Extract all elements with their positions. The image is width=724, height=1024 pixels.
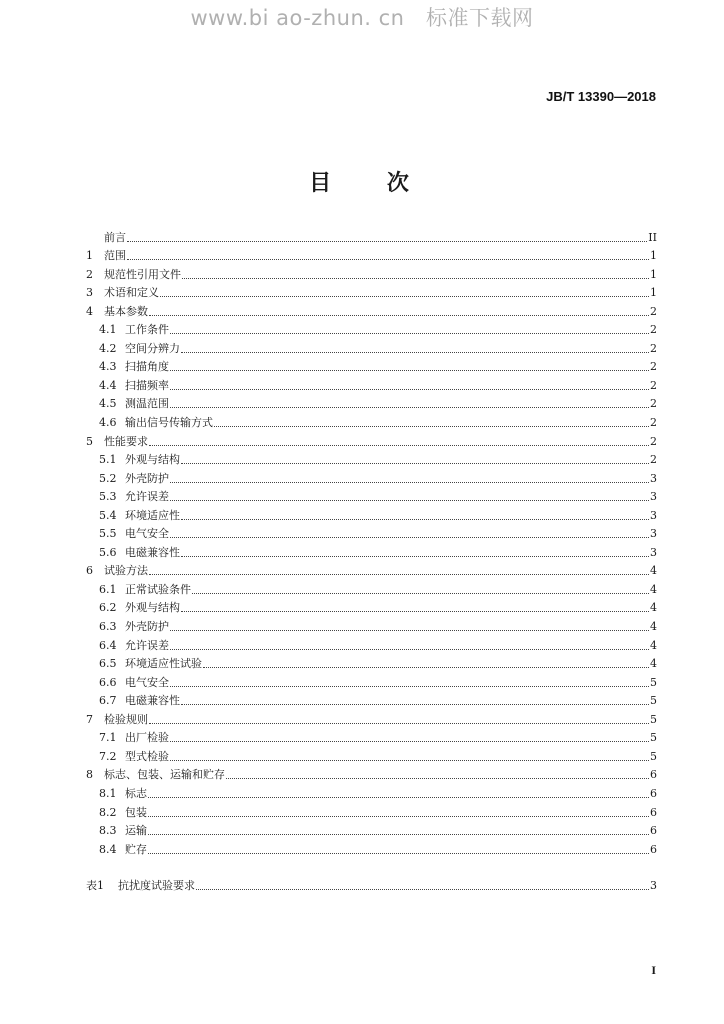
- toc-entry-page: 1: [650, 267, 657, 281]
- toc-entry[interactable]: [86, 597, 657, 616]
- toc-entry-label: 前言: [104, 230, 126, 244]
- toc-entry-number: 7.1: [99, 731, 117, 745]
- toc-entry-number: 6.1: [99, 582, 117, 596]
- toc-entry-number: 5.3: [99, 490, 117, 504]
- toc-entry-number: 4.2: [99, 341, 117, 355]
- toc-entry-page: 4: [650, 657, 657, 671]
- toc-entry-number: 7: [86, 712, 93, 726]
- toc-entry-page: 2: [650, 434, 657, 448]
- toc-entry-page: 2: [650, 416, 657, 430]
- toc-entry-page: 5: [650, 694, 657, 708]
- toc-entry[interactable]: [86, 690, 657, 709]
- toc-entry-label: 外壳防护: [125, 620, 169, 634]
- page-number: I: [651, 963, 656, 977]
- toc-entry-page: 5: [650, 675, 657, 689]
- toc-entry-page: 5: [650, 749, 657, 763]
- toc-entry-number: 4.6: [99, 416, 117, 430]
- toc-entry-label: 性能要求: [104, 434, 148, 448]
- toc-entry-number: 4.1: [99, 323, 117, 337]
- toc-entry-number: 6.5: [99, 657, 117, 671]
- toc-entry-page: 4: [650, 620, 657, 634]
- toc-entry-number: 8.1: [99, 786, 117, 800]
- toc-entry-label: 包装: [125, 805, 147, 819]
- toc-entry-number: 6.2: [99, 601, 117, 615]
- toc-entry-page: 4: [650, 601, 657, 615]
- toc-entry-number: 8.3: [99, 824, 117, 838]
- toc-leader-dots: [170, 731, 649, 742]
- toc-entry[interactable]: [86, 782, 657, 801]
- toc-entry[interactable]: [86, 578, 657, 597]
- toc-entry-label: 扫描频率: [125, 378, 169, 392]
- toc-entry-label: 环境适应性: [125, 508, 180, 522]
- toc-leader-dots: [170, 639, 649, 650]
- toc-entry[interactable]: [86, 504, 657, 523]
- toc-entry-number: 8: [86, 768, 93, 782]
- toc-leader-dots: [127, 249, 649, 260]
- toc-entry-number: 4: [86, 304, 93, 318]
- toc-entry[interactable]: [86, 393, 657, 412]
- toc-entry-label: 允许误差: [125, 490, 169, 504]
- toc-entry-page: 6: [650, 768, 657, 782]
- toc-entry-label: 工作条件: [125, 323, 169, 337]
- toc-entry-number: 5.1: [99, 453, 117, 467]
- toc-entry-page: 6: [650, 786, 657, 800]
- toc-entry[interactable]: [86, 801, 657, 820]
- toc-entry[interactable]: [86, 263, 657, 282]
- toc-leader-dots: [181, 601, 649, 612]
- toc-entry-label: 出厂检验: [125, 731, 169, 745]
- toc-leader-dots: [170, 676, 649, 687]
- toc-entry-label: 贮存: [125, 842, 147, 856]
- toc-entry-number: 2: [86, 267, 93, 281]
- toc-entry-page: 2: [650, 397, 657, 411]
- toc-entry-label: 规范性引用文件: [104, 267, 181, 281]
- toc-entry-label: 输出信号传输方式: [125, 416, 213, 430]
- toc-tables: [86, 875, 657, 894]
- toc-entry[interactable]: [86, 820, 657, 839]
- toc-entry[interactable]: [86, 615, 657, 634]
- toc-entry[interactable]: [86, 282, 657, 301]
- toc-entry[interactable]: [86, 764, 657, 783]
- toc-entry[interactable]: [86, 634, 657, 653]
- toc-entry[interactable]: [86, 671, 657, 690]
- toc-leader-dots: [170, 360, 649, 371]
- toc-leader-dots: [203, 657, 649, 668]
- toc-leader-dots: [181, 509, 649, 520]
- toc-entry-number: 1: [86, 249, 93, 263]
- toc-entry-number: 5: [86, 434, 93, 448]
- toc-entry-number: 6.4: [99, 638, 117, 652]
- toc-entries: [86, 226, 657, 857]
- toc-entry[interactable]: [86, 300, 657, 319]
- toc-entry[interactable]: [86, 374, 657, 393]
- toc-leader-dots: [181, 694, 649, 705]
- toc-entry-page: 4: [650, 582, 657, 596]
- toc-entry-label: 标志、包装、运输和贮存: [104, 768, 225, 782]
- watermark: www.bi ao-zhun. cn 标准下载网: [190, 6, 534, 30]
- toc-entry-label: 电磁兼容性: [125, 545, 180, 559]
- toc-entry-label: 测温范围: [125, 397, 169, 411]
- toc-entry-label: 标志: [125, 786, 147, 800]
- toc-entry-number: 5.2: [99, 471, 117, 485]
- standard-number: JB/T 13390—2018: [546, 89, 656, 104]
- toc-entry-number: 3: [86, 286, 93, 300]
- toc-entry-page: 6: [650, 842, 657, 856]
- toc-entry-page: 3: [650, 471, 657, 485]
- toc-entry-label: 允许误差: [125, 638, 169, 652]
- toc-entry[interactable]: [86, 653, 657, 672]
- toc-entry[interactable]: [86, 430, 657, 449]
- toc-entry[interactable]: [86, 486, 657, 505]
- toc-entry-number: 6.3: [99, 620, 117, 634]
- toc-entry-number: 5.5: [99, 527, 117, 541]
- toc-leader-dots: [170, 620, 649, 631]
- toc-leader-dots: [127, 231, 647, 242]
- toc-leader-dots: [170, 323, 649, 334]
- toc-entry-label: 环境适应性试验: [125, 657, 202, 671]
- toc-leader-dots: [160, 286, 649, 297]
- toc-entry-number: 6.6: [99, 675, 117, 689]
- toc-entry[interactable]: [86, 708, 657, 727]
- toc-entry[interactable]: [86, 319, 657, 338]
- toc-entry[interactable]: [86, 560, 657, 579]
- toc-leader-dots: [170, 490, 649, 501]
- toc-entry-label: 术语和定义: [104, 286, 159, 300]
- toc-entry-page: 6: [650, 824, 657, 838]
- toc-entry-page: 4: [650, 638, 657, 652]
- table-of-contents: [86, 226, 657, 893]
- toc-leader-dots: [148, 787, 649, 798]
- toc-entry-page: 1: [650, 286, 657, 300]
- toc-entry[interactable]: [86, 875, 657, 894]
- toc-entry[interactable]: [86, 838, 657, 857]
- toc-entry-label: 外观与结构: [125, 601, 180, 615]
- toc-entry-label: 运输: [125, 824, 147, 838]
- toc-entry[interactable]: [86, 356, 657, 375]
- toc-entry-number: 4.5: [99, 397, 117, 411]
- toc-title: 目 次: [309, 171, 433, 196]
- toc-leader-dots: [170, 472, 649, 483]
- toc-leader-dots: [149, 564, 649, 575]
- toc-entry-label: 范围: [104, 249, 126, 263]
- toc-leader-dots: [170, 750, 649, 761]
- toc-leader-dots: [148, 824, 649, 835]
- toc-entry-number: 7.2: [99, 749, 117, 763]
- toc-entry-number: 8.4: [99, 842, 117, 856]
- toc-entry-page: 4: [650, 564, 657, 578]
- toc-leader-dots: [181, 546, 649, 557]
- toc-entry-label: 空间分辨力: [125, 341, 180, 355]
- toc-entry-page: 6: [650, 805, 657, 819]
- toc-entry-page: 3: [650, 527, 657, 541]
- toc-leader-dots: [170, 527, 649, 538]
- toc-entry-label: 试验方法: [104, 564, 148, 578]
- toc-entry[interactable]: [86, 449, 657, 468]
- toc-entry-label: 电气安全: [125, 675, 169, 689]
- toc-leader-dots: [148, 806, 649, 817]
- toc-leader-dots: [196, 879, 649, 890]
- toc-leader-dots: [192, 583, 649, 594]
- toc-leader-dots: [149, 713, 649, 724]
- toc-entry-number: 5.6: [99, 545, 117, 559]
- toc-entry-page: 2: [650, 453, 657, 467]
- toc-leader-dots: [226, 768, 649, 779]
- toc-leader-dots: [214, 416, 649, 427]
- toc-leader-dots: [181, 342, 649, 353]
- toc-leader-dots: [170, 397, 649, 408]
- toc-entry-page: 3: [650, 879, 657, 893]
- toc-entry-number: 4.3: [99, 360, 117, 374]
- toc-entry-number: 5.4: [99, 508, 117, 522]
- toc-entry-page: 2: [650, 378, 657, 392]
- toc-entry[interactable]: [86, 467, 657, 486]
- toc-entry-page: II: [648, 230, 657, 244]
- toc-leader-dots: [170, 379, 649, 390]
- toc-entry-label: 基本参数: [104, 304, 148, 318]
- toc-entry-label: 型式检验: [125, 749, 169, 763]
- toc-entry-label: 检验规则: [104, 712, 148, 726]
- toc-leader-dots: [149, 435, 649, 446]
- toc-entry-page: 1: [650, 249, 657, 263]
- toc-entry-label: 正常试验条件: [125, 582, 191, 596]
- toc-entry-label: 外壳防护: [125, 471, 169, 485]
- toc-entry-number: 4.4: [99, 378, 117, 392]
- toc-entry[interactable]: [86, 523, 657, 542]
- toc-entry-page: 3: [650, 508, 657, 522]
- toc-entry-page: 3: [650, 545, 657, 559]
- toc-entry[interactable]: [86, 411, 657, 430]
- toc-entry-label: 扫描角度: [125, 360, 169, 374]
- toc-entry-page: 5: [650, 712, 657, 726]
- toc-entry-label: 外观与结构: [125, 453, 180, 467]
- toc-entry-page: 3: [650, 490, 657, 504]
- toc-entry-number: 8.2: [99, 805, 117, 819]
- toc-entry[interactable]: [86, 337, 657, 356]
- toc-leader-dots: [149, 305, 649, 316]
- toc-entry-label: 抗扰度试验要求: [118, 879, 195, 893]
- toc-entry-number: 6: [86, 564, 93, 578]
- toc-entry-page: 5: [650, 731, 657, 745]
- toc-entry[interactable]: [86, 745, 657, 764]
- toc-entry[interactable]: [86, 245, 657, 264]
- toc-entry[interactable]: [86, 727, 657, 746]
- toc-leader-dots: [182, 268, 649, 279]
- toc-entry-page: 2: [650, 304, 657, 318]
- toc-entry-page: 2: [650, 360, 657, 374]
- toc-leader-dots: [148, 843, 649, 854]
- toc-entry[interactable]: [86, 226, 657, 245]
- toc-entry-page: 2: [650, 323, 657, 337]
- toc-entry-number: 表1: [86, 879, 104, 893]
- toc-entry[interactable]: [86, 541, 657, 560]
- toc-leader-dots: [181, 453, 649, 464]
- toc-entry-label: 电气安全: [125, 527, 169, 541]
- toc-entry-page: 2: [650, 341, 657, 355]
- toc-entry-number: 6.7: [99, 694, 117, 708]
- toc-entry-label: 电磁兼容性: [125, 694, 180, 708]
